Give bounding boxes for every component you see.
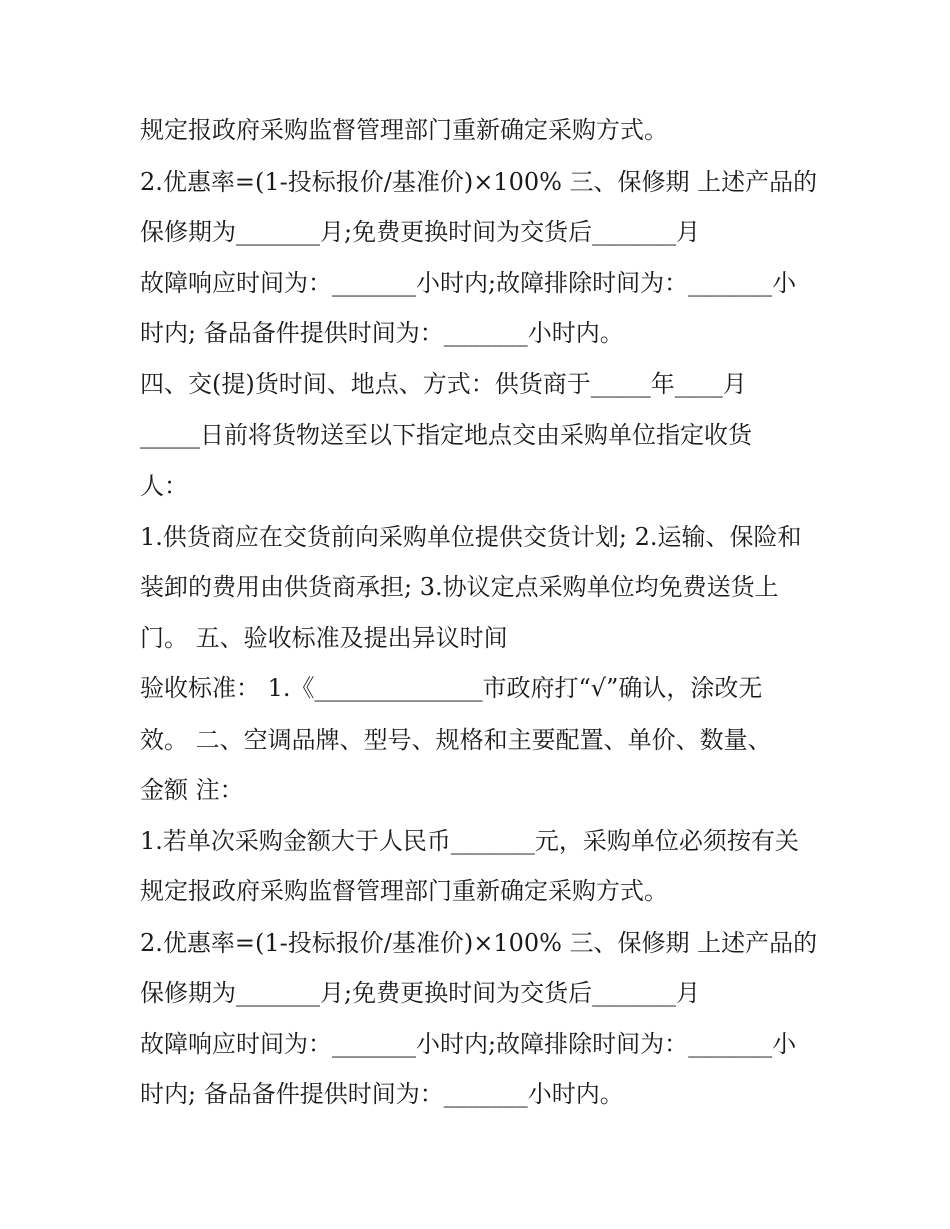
- text-line: 2.优惠率=(1-投标报价/基准价)×100% 三、保修期 上述产品的: [140, 168, 818, 196]
- text-line: 时内; 备品备件提供时间为：_______小时内。: [140, 319, 624, 347]
- text-line: 四、交(提)货时间、地点、方式：供货商于_____年____月: [140, 370, 747, 398]
- text-line: 保修期为_______月;免费更换时间为交货后_______月: [140, 979, 701, 1007]
- text-line: 装卸的费用由供货商承担; 3.协议定点采购单位均免费送货上: [140, 573, 779, 601]
- text-line: 故障响应时间为：_______小时内;故障排除时间为：_______小: [140, 269, 797, 297]
- text-line: 1.若单次采购金额大于人民币_______元，采购单位必须按有关: [140, 827, 799, 855]
- text-line: 规定报政府采购监督管理部门重新确定采购方式。: [140, 877, 668, 905]
- text-line: 故障响应时间为：_______小时内;故障排除时间为：_______小: [140, 1030, 797, 1058]
- text-line: _____日前将货物送至以下指定地点交由采购单位指定收货: [140, 421, 752, 449]
- text-line: 门。 五、验收标准及提出异议时间: [140, 624, 508, 652]
- text-line: 验收标准： 1.《______________市政府打“√”确认，涂改无: [140, 674, 763, 702]
- text-line: 时内; 备品备件提供时间为：_______小时内。: [140, 1080, 624, 1108]
- text-line: 2.优惠率=(1-投标报价/基准价)×100% 三、保修期 上述产品的: [140, 929, 818, 957]
- text-line: 人：: [140, 472, 188, 500]
- text-line: 金额 注：: [140, 776, 244, 804]
- text-line: 保修期为_______月;免费更换时间为交货后_______月: [140, 218, 701, 246]
- text-line: 效。 二、空调品牌、型号、规格和主要配置、单价、数量、: [140, 726, 772, 754]
- text-line: 规定报政府采购监督管理部门重新确定采购方式。: [140, 116, 668, 144]
- text-line: 1.供货商应在交货前向采购单位提供交货计划; 2.运输、保险和: [140, 523, 802, 551]
